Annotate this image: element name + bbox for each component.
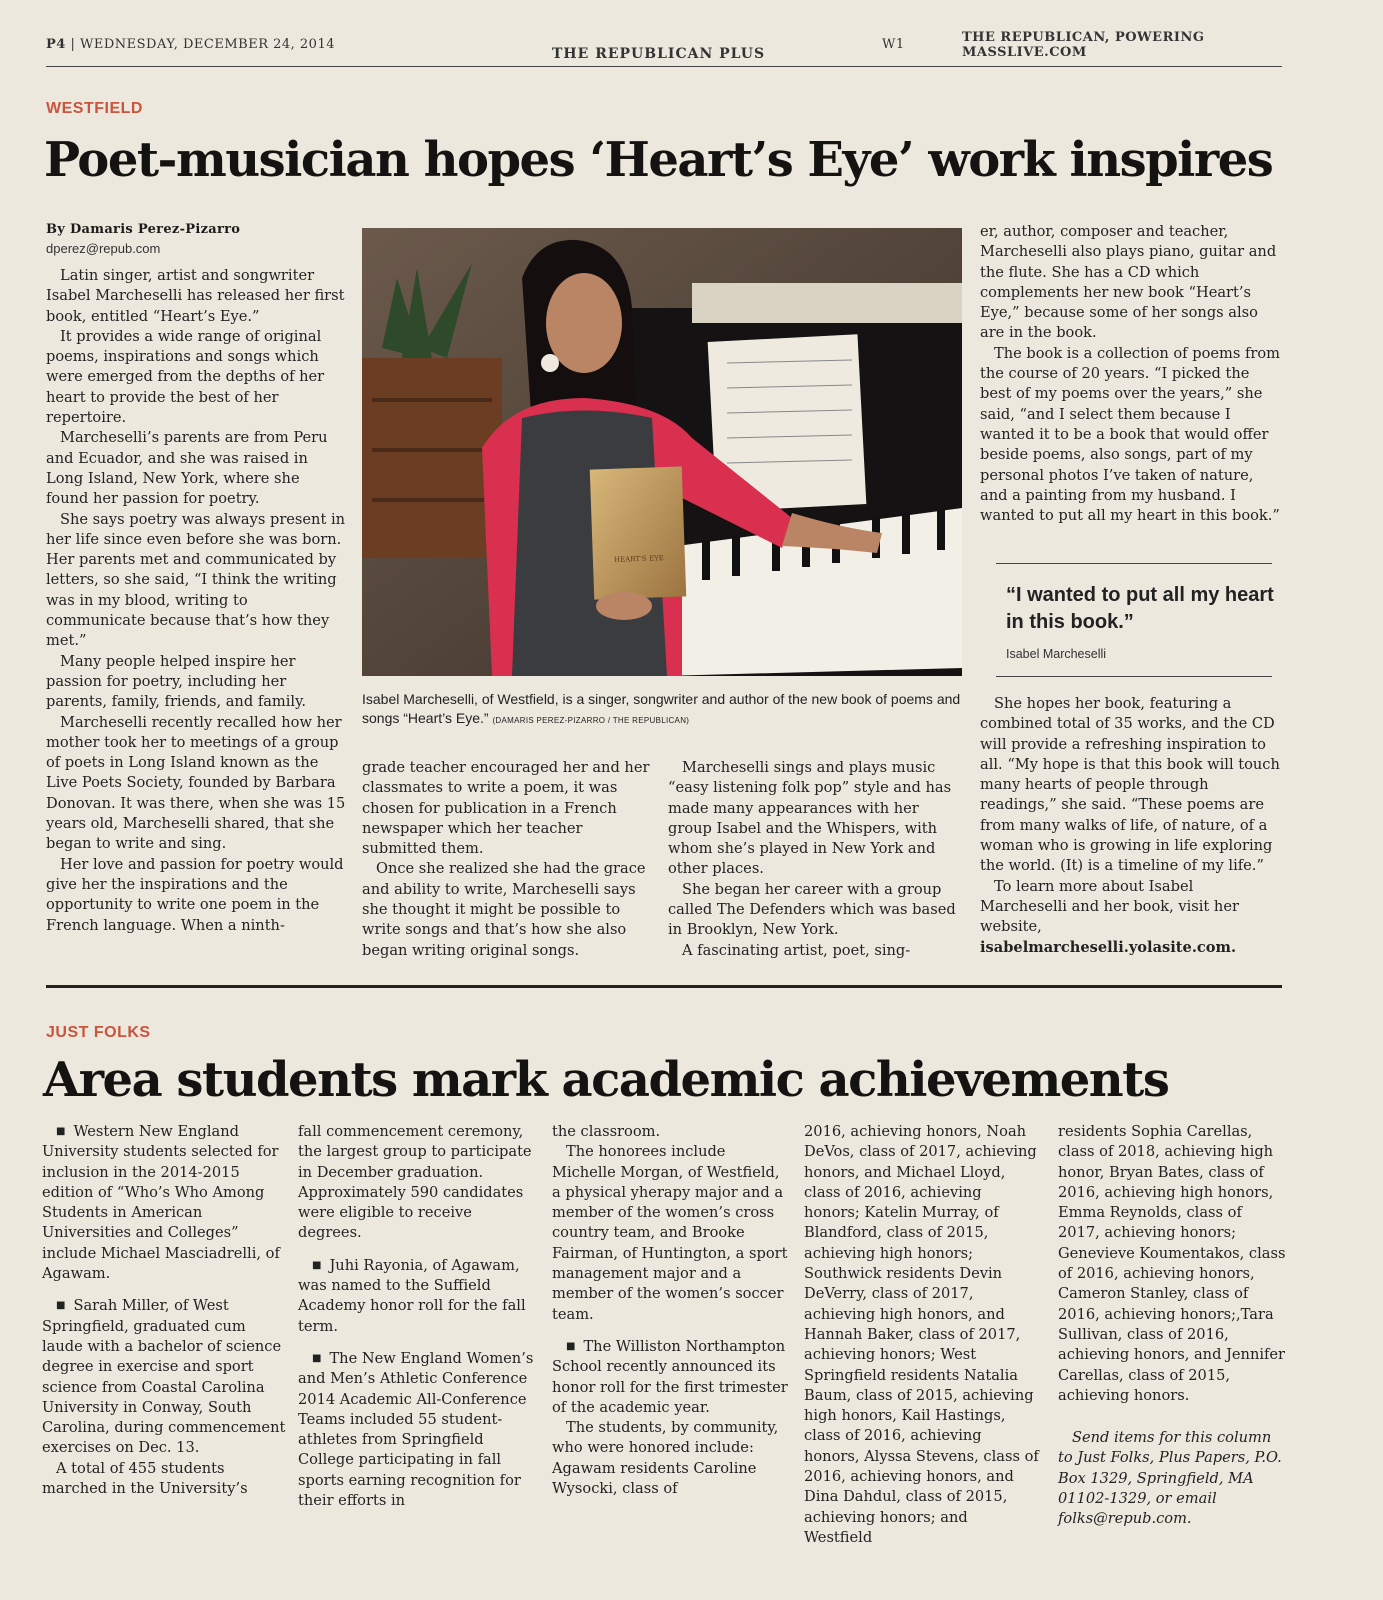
masthead-right: THE REPUBLICAN, POWERING MASSLIVE.COM [962, 30, 1205, 60]
story-divider [46, 985, 1282, 988]
news-item: ■ The New England Women’s and Men’s Athletic Conference 2014 Academic All-Conference Teams included 55 student-athletes from Springfield College participating in fall sports earning recognition for their efforts in [298, 1349, 538, 1511]
paragraph: Marcheselli sings and plays music “easy listening folk pop” style and has made many appearances with her group Isabel and the Whispers, with whom she’s played in New York and other places. [668, 759, 952, 878]
paragraph: the classroom. [552, 1123, 661, 1140]
paragraph: Marcheselli recently recalled how her mother took her to meetings of a group of poets in Long Island known as the Live Poets Society, founded by Barbara Donovan. It was there, when she was 15 years old, Marcheselli shared, that she began to write and sing. [46, 713, 346, 853]
earring [541, 354, 559, 372]
pullquote-attribution: Isabel Marcheselli [1006, 647, 1107, 661]
paragraph: A fascinating artist, poet, sing- [682, 941, 911, 959]
story2-column-2 [298, 1122, 538, 1511]
story2-column-1 [42, 1122, 286, 1499]
paragraph: Many people helped inspire her passion for poetry, including her parents, family, friends, and family. [46, 652, 307, 711]
section-label-just-folks: JUST FOLKS [46, 1024, 151, 1041]
zone-code: W1 [882, 37, 905, 52]
paragraph: grade teacher encouraged her and her classmates to write a poem, it was chosen for publication in a French newspaper which her teacher submitted them. [362, 759, 650, 858]
paragraph: residents Sophia Carellas, class of 2018, achieving high honor, Bryan Bates, class of 2016, achieving high honors, Emma Reynolds, class of 2017, achieving honors; Genevieve Koumentakos, class of 2016, achieving honors, Cameron Stanley, class of 2016, achieving honors;,Tara Sullivan, class of 2016, achieving honors, and Jennifer Carellas, class of 2015, achieving honors. [1058, 1123, 1286, 1404]
book-heart-s-eye [590, 466, 686, 599]
paragraph: Her love and passion for poetry would give her the inspirations and the opportunity to write one poem in the French language. When a ninth- [46, 855, 344, 934]
story2-column-3 [552, 1122, 790, 1499]
masthead [46, 30, 1282, 68]
hand [596, 592, 652, 620]
dresser [362, 358, 502, 558]
paragraph: er, author, composer and teacher, Marcheselli also plays piano, guitar and the flute. She has a CD which complements her new book “Heart’s Eye,” because some of her songs also are in the book. [980, 223, 1277, 342]
story1-column-3 [668, 758, 962, 961]
paragraph: Latin singer, artist and songwriter Isabel Marcheselli has released her first book, entitled “Heart’s Eye.” [46, 267, 345, 325]
paragraph: She hopes her book, featuring a combined total of 35 works, and the CD will provide a refreshing inspiration to all. “My hope is that this book will touch many hearts of people through readings,” she said. “These poems are from many walks of life, of nature, of a woman who is growing in life exploring the world. (It) is a timeline of my life.” [980, 695, 1280, 875]
paragraph: fall commencement ceremony, the largest group to participate in December graduation. Approximately 590 candidates were eligible to receive degrees. [298, 1123, 532, 1242]
headline-area-students: Area students mark academic achievements [43, 1052, 1169, 1108]
paragraph: The book is a collection of poems from the course of 20 years. “I picked the best of my poems over the years,” she said, “and I select them because I wanted it to be a book that would offer beside poems, also songs, part of my personal photos I’ve taken of nature, and a painting from my husband. I wanted to put all my heart in this book.” [980, 344, 1280, 525]
photo-isabel-marcheselli [362, 228, 962, 676]
paragraph: It provides a wide range of original poems, inspirations and songs which were emerged from the depths of her heart to provide the best of her repertoire. [46, 327, 325, 427]
paragraph: She says poetry was always present in her life since even before she was born. Her parents met and communicated by letters, so she said, “I think the writing was in my blood, writing to communicate because that’s how they met.” [46, 510, 346, 650]
news-item: ■ Juhi Rayonia, of Agawam, was named to the Suffield Academy honor roll for the fall term. [298, 1256, 538, 1337]
photo-caption [362, 690, 962, 730]
story1-column-1 [46, 266, 346, 936]
paragraph: Once she realized she had the grace and ability to write, Marcheselli says she thought it might be possible to write songs and that’s how she also began writing original songs. [362, 860, 646, 959]
story1-column-4-bottom [980, 694, 1282, 958]
stacked-papers [692, 283, 962, 323]
paragraph: The students, by community, who were honored include: Agawam residents Caroline Wysocki, class of [552, 1419, 779, 1498]
website-link[interactable]: isabelmarcheselli.yolasite.com. [980, 938, 1237, 956]
book-title-text: HEART'S EYE [613, 554, 664, 564]
paragraph: 2016, achieving honors, Noah DeVos, class of 2017, achieving honors, and Michael Lloyd, class of 2016, achieving honors; Katelin Murray, of Blandford, class of 2015, achieving high honors; Southwick residents Devin DeVerry, class of 2017, achieving high honors, and Hannah Baker, class of 2017, achieving honors; West Springfield residents Natalia Baum, class of 2015, achieving high honors, Kail Hastings, class of 2016, achieving honors, Alyssa Stevens, class of 2016, achieving honors, and Dina Dahdul, class of 2015, achieving honors; and Westfield [804, 1123, 1039, 1546]
story1-column-4-top [980, 222, 1282, 526]
issue-date: WEDNESDAY, DECEMBER 24, 2014 [79, 37, 335, 52]
section-label-westfield: WESTFIELD [46, 100, 143, 117]
masthead-rule [46, 66, 1282, 67]
paragraph: A total of 455 students marched in the University’s [42, 1459, 248, 1498]
byline: By Damaris Perez-Pizarro [46, 222, 241, 237]
pullquote-rule-top [996, 563, 1272, 564]
caption-text: Isabel Marcheselli, of Westfield, is a singer, songwriter and author of the new book of poems and songs “Heart’s Eye.” [362, 691, 961, 726]
headline-poet-musician: Poet-musician hopes ‘Heart’s Eye’ work inspires [44, 132, 1273, 188]
paragraph: The honorees include Michelle Morgan, of Westfield, a physical yherapy major and a member of the women’s cross country team, and Brooke Fairman, of Huntington, a sport management major and a member of the women’s soccer team. [552, 1143, 788, 1323]
story2-column-5 [1058, 1122, 1286, 1530]
pullquote-rule-bottom [996, 676, 1272, 677]
story1-column-2 [362, 758, 658, 961]
paragraph: Marcheselli’s parents are from Peru and Ecuador, and she was raised in Long Island, New York, where she found her passion for poetry. [46, 429, 328, 508]
story2-column-4 [804, 1122, 1040, 1548]
photo-credit: (DAMARIS PEREZ-PIZARRO / THE REPUBLICAN) [492, 716, 690, 725]
submission-note: Send items for this column to Just Folks, Plus Papers, P.O. Box 1329, Springfield, MA 01102-1329, or email folks@repub.com. [1058, 1429, 1282, 1528]
pullquote: “I wanted to put all my heart in this book.” [1006, 584, 1274, 633]
photo-illustration [362, 228, 962, 676]
paragraph: She began her career with a group called The Defenders which was based in Brooklyn, New York. [668, 880, 956, 939]
page-date: P4 | WEDNESDAY, DECEMBER 24, 2014 [46, 37, 335, 52]
author-email: dperez@repub.com [46, 241, 161, 256]
paragraph: To learn more about Isabel Marcheselli and her book, visit her website, [980, 877, 1239, 936]
page-number: P4 [46, 37, 66, 52]
news-item: ■ Western New England University students selected for inclusion in the 2014-2015 edition of “Who’s Who Among Students in American Universities and Colleges” include Michael Masciadrelli, of Agawam. [42, 1122, 286, 1284]
news-item: ■ Sarah Miller, of West Springfield, graduated cum laude with a bachelor of science degree in exercise and sport science from Coastal Carolina University in Conway, South Carolina, during commencement exercises on Dec. 13. [42, 1296, 286, 1458]
paper-name: THE REPUBLICAN PLUS [552, 46, 766, 62]
news-item: ■ The Williston Northampton School recently announced its honor roll for the first trimester of the academic year. [552, 1337, 790, 1418]
